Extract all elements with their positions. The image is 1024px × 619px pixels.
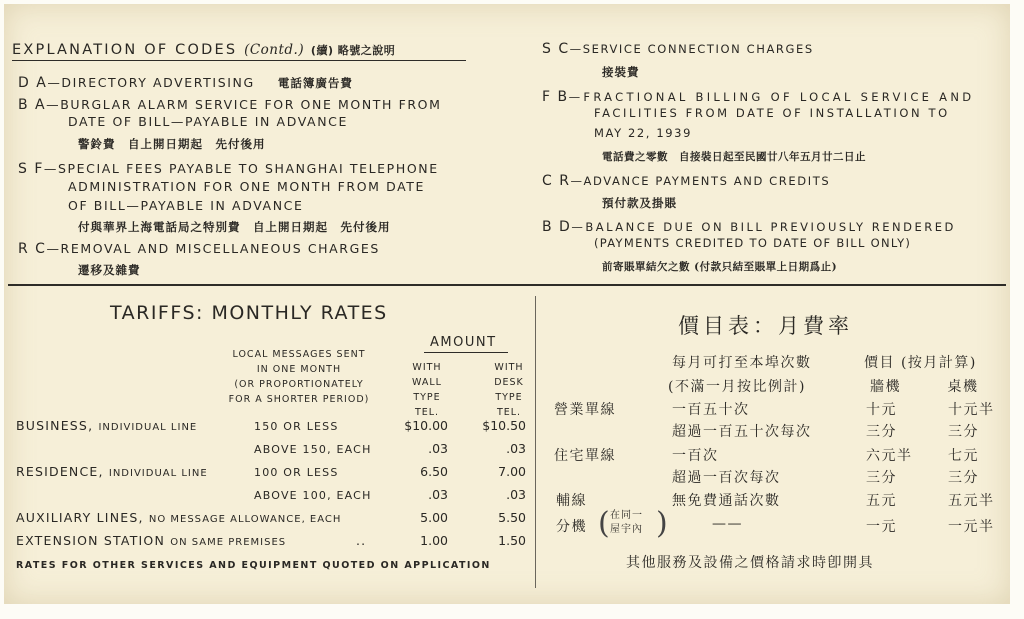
code-rc: [18, 238, 380, 257]
code-sc-cn: 接裝費: [602, 65, 640, 79]
tariff-row-label: [16, 510, 341, 525]
cn-tariff-row-wall: 三分: [866, 470, 897, 486]
tariff-row-label: [16, 464, 208, 479]
code-bd-line1: —BALANCE DUE ON BILL PREVIOUSLY RENDERED: [571, 220, 956, 234]
tariffs-cn-title: 價目表：月費率: [678, 314, 853, 338]
codes-title-underline: [12, 60, 466, 61]
cn-tariff-row-messages: 超過一百次每次: [672, 470, 781, 486]
cn-tariff-row-desk: 三分: [948, 470, 979, 486]
vertical-divider: [535, 296, 536, 588]
cn-tariff-row-messages: 一百五十次: [672, 402, 750, 418]
messages-col-header-l1: LOCAL MESSAGES SENT: [232, 349, 366, 360]
desk-col-header-l4: TEL.: [496, 407, 522, 418]
tariff-row-wall: 6.50: [420, 464, 448, 479]
cn-price-col-header-l2: 牆機 桌機: [870, 379, 979, 395]
messages-col-header-l4: FOR A SHORTER PERIOD): [228, 394, 370, 405]
code-fb: [542, 86, 974, 105]
code-fb-line2: FACILITIES FROM DATE OF INSTALLATION TO: [594, 106, 950, 120]
messages-col-header-l3: (OR PROPORTIONATELY: [234, 379, 364, 390]
tariff-row-wall: .03: [428, 487, 448, 502]
ext-note: [610, 509, 643, 537]
cn-price-col-header-l1: 價目 (按月計算): [864, 355, 977, 371]
cn-tariff-row-messages: 無免費通話次數: [672, 493, 781, 509]
cn-tariff-row-messages: 一百次: [672, 448, 719, 464]
code-ba: [18, 94, 442, 113]
code-cr: [542, 170, 830, 189]
messages-col-header-l2: IN ONE MONTH: [256, 364, 342, 375]
tariff-row-desk: $10.50: [482, 418, 526, 433]
wall-col-header-l4: TEL.: [414, 407, 440, 418]
amount-label: AMOUNT: [430, 335, 497, 350]
code-sc-text: —SERVICE CONNECTION CHARGES: [569, 42, 814, 56]
code-da-cn: 電話簿廣告費: [277, 76, 353, 90]
code-fb-cn: 電話費之零數 自接裝日起至民國廿八年五月廿二日止: [602, 151, 866, 163]
tariff-row-desk: 1.50: [498, 533, 526, 548]
amount-underline: [424, 352, 508, 353]
code-cr-text: —ADVANCE PAYMENTS AND CREDITS: [570, 174, 831, 188]
cn-tariff-row-wall: 三分: [866, 424, 897, 440]
code-ba-cn: 警鈴費 自上開日期起 先付後用: [78, 137, 266, 151]
desk-col-header-l1: WITH: [494, 362, 524, 373]
tariff-row-label-main: BUSINESS,: [16, 418, 94, 433]
tariff-row-wall: 5.00: [420, 510, 448, 525]
code-sc-key: S C: [542, 41, 570, 57]
code-sc: [542, 38, 814, 57]
code-fb-line1: —FRACTIONAL BILLING OF LOCAL SERVICE AND: [568, 90, 975, 104]
code-sf-line2: ADMINISTRATION FOR ONE MONTH FROM DATE: [68, 179, 426, 194]
cn-tariff-row-label: 營業單線: [554, 402, 616, 418]
code-rc-text: —REMOVAL AND MISCELLANEOUS CHARGES: [46, 241, 380, 256]
code-da: [18, 72, 353, 91]
codes-title-contd: (Contd.): [244, 42, 305, 58]
code-sf-line3: OF BILL—PAYABLE IN ADVANCE: [68, 198, 304, 213]
code-ba-line2: DATE OF BILL—PAYABLE IN ADVANCE: [68, 114, 348, 129]
codes-title-cn: (續) 略號之說明: [310, 44, 396, 57]
tariff-row-label-main: RESIDENCE,: [16, 464, 104, 479]
ext-note-l2: 屋宇內: [610, 524, 643, 535]
ext-note-close-paren: ): [656, 506, 668, 541]
cn-tariff-row-messages: 超過一百五十次每次: [672, 424, 812, 440]
cn-tariff-row-desk: 五元半: [948, 493, 995, 509]
cn-tariff-row-messages: ——: [712, 516, 743, 532]
code-fb-key: F B: [542, 89, 569, 105]
code-bd-line2: (PAYMENTS CREDITED TO DATE OF BILL ONLY): [594, 236, 912, 250]
messages-col-header: [214, 347, 384, 407]
code-da-key: D A: [18, 75, 48, 91]
codes-title: [12, 42, 395, 58]
code-bd-cn: 前寄賬單結欠之數 (付款只結至賬單上日期爲止): [602, 261, 838, 273]
cn-tariff-row-wall: 一元: [866, 519, 897, 535]
tariff-row-wall: 1.00: [420, 533, 448, 548]
wall-col-header: [402, 360, 452, 420]
tariff-row-messages: 150 OR LESS: [254, 420, 339, 433]
code-da-text: —DIRECTORY ADVERTISING: [47, 75, 255, 90]
code-fb-line3: MAY 22, 1939: [594, 126, 692, 140]
cn-tariff-row-label: 住宅單線: [554, 448, 616, 464]
tariff-row-label-main: AUXILIARY LINES,: [16, 510, 144, 525]
wall-col-header-l1: WITH: [412, 362, 442, 373]
tariff-row-label-sub: INDIVIDUAL LINE: [108, 468, 208, 479]
code-rc-cn: 遷移及雜費: [78, 263, 141, 277]
cn-tariff-row-wall: 六元半: [866, 448, 913, 464]
bill-card: [4, 4, 1010, 604]
tariff-row-desk: 5.50: [498, 510, 526, 525]
tariff-row-wall: $10.00: [404, 418, 448, 433]
tariffs-cn-footer: 其他服務及設備之價格請求時卽開具: [626, 555, 874, 571]
cn-tariff-row-desk: 一元半: [948, 519, 995, 535]
ext-note-open-paren: (: [598, 506, 610, 541]
code-sf-cn: 付與華界上海電話局之特別費 自上開日期起 先付後用: [78, 220, 391, 234]
cn-messages-col-header-l2: (不滿一月按比例計): [668, 379, 806, 395]
tariffs-footer: RATES FOR OTHER SERVICES AND EQUIPMENT QUOTED ON APPLICATION: [16, 560, 491, 571]
cn-tariff-row-label: 分機: [556, 519, 587, 535]
desk-col-header-l2: DESK: [494, 377, 524, 388]
code-cr-key: C R: [542, 173, 571, 189]
cn-tariff-row-wall: 十元: [866, 402, 897, 418]
tariff-row-label-sub: INDIVIDUAL LINE: [98, 422, 198, 433]
tariff-row-desk: .03: [506, 441, 526, 456]
tariff-row-label-sub: NO MESSAGE ALLOWANCE, EACH: [148, 514, 342, 525]
tariff-row-messages: ABOVE 100, EACH: [254, 489, 372, 502]
tariff-row-desk: .03: [506, 487, 526, 502]
code-ba-line1: —BURGLAR ALARM SERVICE FOR ONE MONTH FROM: [46, 97, 442, 112]
tariff-row-messages: ..: [356, 533, 367, 548]
codes-title-text: EXPLANATION OF CODES: [12, 42, 238, 58]
code-rc-key: R C: [18, 241, 47, 257]
code-cr-cn: 預付款及掛賬: [602, 196, 677, 210]
desk-col-header: [484, 360, 534, 420]
tariff-row-wall: .03: [428, 441, 448, 456]
horizontal-divider: [8, 284, 1006, 286]
desk-col-header-l3: TYPE: [495, 392, 523, 403]
code-sf: [18, 158, 439, 177]
cn-tariff-row-wall: 五元: [866, 493, 897, 509]
tariff-row-desk: 7.00: [498, 464, 526, 479]
code-sf-line1: —SPECIAL FEES PAYABLE TO SHANGHAI TELEPHONE: [43, 161, 439, 176]
tariff-row-messages: ABOVE 150, EACH: [254, 443, 372, 456]
tariff-row-label: [16, 533, 286, 548]
cn-tariff-row-desk: 七元: [948, 448, 979, 464]
code-ba-key: B A: [18, 97, 47, 113]
code-bd-key: B D: [542, 219, 572, 235]
tariff-row-messages: 100 OR LESS: [254, 466, 339, 479]
ext-note-l1: 在同一: [610, 510, 643, 521]
tariff-row-label: [16, 418, 197, 433]
wall-col-header-l3: TYPE: [413, 392, 441, 403]
tariff-row-label-main: EXTENSION STATION: [16, 533, 166, 548]
code-bd: [542, 216, 956, 235]
wall-col-header-l2: WALL: [412, 377, 442, 388]
code-sf-key: S F: [18, 161, 44, 177]
tariff-row-label-sub: ON SAME PREMISES: [170, 537, 287, 548]
cn-messages-col-header-l1: 每月可打至本埠次數: [672, 355, 812, 371]
cn-tariff-row-label: 輔線: [556, 493, 587, 509]
tariffs-title: TARIFFS: MONTHLY RATES: [110, 302, 388, 324]
cn-tariff-row-desk: 三分: [948, 424, 979, 440]
cn-tariff-row-desk: 十元半: [948, 402, 995, 418]
